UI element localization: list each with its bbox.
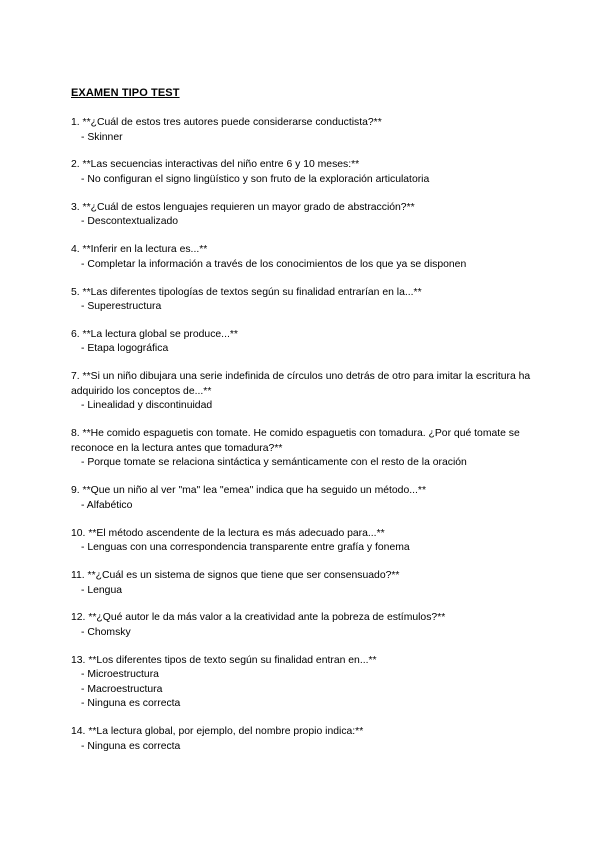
question-text: 13. **Los diferentes tipos de texto según su finalidad entran en...** — [71, 654, 377, 666]
question-item — [71, 243, 541, 272]
question-item — [71, 370, 541, 414]
question-item — [71, 158, 541, 187]
question-item — [71, 427, 541, 471]
answer-text: - Alfabético — [81, 499, 133, 511]
answer-text: - Lenguas con una correspondencia transparente entre grafía y fonema — [81, 542, 410, 554]
question-text: 10. **El método ascendente de la lectura es más adecuado para...** — [71, 527, 385, 539]
answer-text: - Ninguna es correcta — [81, 698, 181, 710]
question-text: 2. **Las secuencias interactivas del niño entre 6 y 10 meses:** — [71, 159, 360, 171]
question-text: 7. **Si un niño dibujara una serie indefinida de círculos uno detrás de otro para imitar la escritura ha adquirido los conceptos de...** — [71, 371, 531, 397]
question-list — [71, 116, 541, 768]
question-item — [71, 201, 541, 230]
answer-text: - Linealidad y discontinuidad — [81, 400, 213, 412]
answer-text: - Chomsky — [81, 626, 131, 638]
answer-text: - Superestructura — [81, 301, 162, 313]
answer-text: - Lengua — [81, 584, 123, 596]
document-title: EXAMEN TIPO TEST — [71, 87, 180, 99]
question-text: 4. **Inferir en la lectura es...** — [71, 244, 208, 256]
answer-text: - Microestructura — [81, 669, 159, 681]
question-text: 9. **Que un niño al ver "ma" lea "emea" indica que ha seguido un método...** — [71, 485, 426, 497]
question-text: 3. **¿Cuál de estos lenguajes requieren un mayor grado de abstracción?** — [71, 201, 415, 213]
question-text: 5. **Las diferentes tipologías de textos según su finalidad entrarían en la...** — [71, 286, 422, 298]
question-item — [71, 527, 541, 556]
answer-text: - Skinner — [81, 131, 123, 143]
question-text: 6. **La lectura global se produce...** — [71, 328, 238, 340]
answer-text: - Etapa logográfica — [81, 343, 169, 355]
question-item — [71, 725, 541, 754]
answer-text: - Macroestructura — [81, 683, 163, 695]
question-item — [71, 116, 541, 145]
answer-text: - Completar la información a través de los conocimientos de los que ya se disponen — [81, 258, 467, 270]
question-item — [71, 654, 541, 712]
answer-text: - Porque tomate se relaciona sintáctica y semánticamente con el resto de la oración — [81, 457, 467, 469]
question-item — [71, 611, 541, 640]
answer-text: - Descontextualizado — [81, 216, 179, 228]
question-text: 8. **He comido espaguetis con tomate. He comido espaguetis con tomadura. ¿Por qué tomate se reconoce en la lectura antes que tomadura?** — [71, 428, 520, 454]
question-text: 11. **¿Cuál es un sistema de signos que tiene que ser consensuado?** — [71, 569, 400, 581]
question-item — [71, 484, 541, 513]
question-text: 14. **La lectura global, por ejemplo, del nombre propio indica:** — [71, 726, 364, 738]
question-item — [71, 569, 541, 598]
question-item — [71, 286, 541, 315]
question-text: 1. **¿Cuál de estos tres autores puede considerarse conductista?** — [71, 117, 382, 128]
question-item — [71, 328, 541, 357]
question-text: 12. **¿Qué autor le da más valor a la creatividad ante la pobreza de estímulos?** — [71, 612, 446, 624]
answer-text: - No configuran el signo lingüístico y son fruto de la exploración articulatoria — [81, 173, 430, 185]
answer-text: - Ninguna es correcta — [81, 740, 181, 752]
